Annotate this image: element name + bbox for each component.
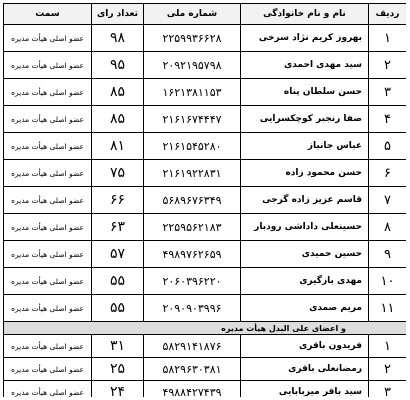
national-id-cell: ۲۰۶۰۳۹۶۲۲۰ <box>144 268 241 295</box>
national-id-cell: ۲۱۶۱۹۲۲۸۳۱ <box>144 160 241 187</box>
position-cell: عضو اصلی هیأت مدیره <box>4 187 92 214</box>
table-row <box>4 160 407 187</box>
position-cell: عضو اصلی هیأت مدیره <box>4 358 92 381</box>
row-number-cell: ۶ <box>369 160 407 187</box>
table-row <box>4 381 407 398</box>
national-id-cell: ۵۸۲۹۱۴۱۸۷۶ <box>144 335 241 358</box>
table-row <box>4 295 407 322</box>
name-cell: حسینعلی داداشی رودبار <box>241 214 369 241</box>
name-cell: حسن سلطان پناه <box>241 79 369 106</box>
table-row <box>4 268 407 295</box>
table-header-row <box>4 4 407 25</box>
name-cell: رمضانعلی باقری <box>241 358 369 381</box>
votes-cell: ۶۶ <box>92 187 144 214</box>
row-number-cell: ۲ <box>369 52 407 79</box>
row-number-cell: ۱۰ <box>369 268 407 295</box>
position-cell: عضو اصلی هیأت مدیره <box>4 214 92 241</box>
table-row <box>4 106 407 133</box>
national-id-cell: ۲۰۹۲۱۹۵۷۹۸ <box>144 52 241 79</box>
row-number-cell: ۳ <box>369 381 407 398</box>
position-cell: عضو اصلی هیأت مدیره <box>4 160 92 187</box>
row-number-cell: ۱ <box>369 335 407 358</box>
header-row-number: ردیف <box>369 4 407 25</box>
row-number-cell: ۳ <box>369 79 407 106</box>
row-number-cell: ۵ <box>369 133 407 160</box>
national-id-cell: ۲۱۶۱۶۷۴۴۴۷ <box>144 106 241 133</box>
row-number-cell: ۹ <box>369 241 407 268</box>
position-cell: عضو اصلی هیأت مدیره <box>4 52 92 79</box>
position-cell: عضو اصلی هیأت مدیره <box>4 268 92 295</box>
name-cell: سید باقر میربابایی <box>241 381 369 398</box>
header-position: سمت <box>4 4 92 25</box>
row-number-cell: ۱ <box>369 25 407 52</box>
table-body <box>4 25 407 398</box>
position-cell: عضو اصلی هیأت مدیره <box>4 241 92 268</box>
table-row <box>4 25 407 52</box>
votes-cell: ۳۱ <box>92 335 144 358</box>
name-cell: حسن محمود زاده <box>241 160 369 187</box>
national-id-cell: ۱۶۲۱۳۸۱۱۵۳ <box>144 79 241 106</box>
table-row <box>4 187 407 214</box>
national-id-cell: ۲۰۹۰۹۰۳۹۹۶ <box>144 295 241 322</box>
votes-cell: ۵۵ <box>92 268 144 295</box>
header-full-name: نام و نام خانوادگی <box>241 4 369 25</box>
table-row <box>4 214 407 241</box>
header-votes: تعداد رای <box>92 4 144 25</box>
row-number-cell: ۸ <box>369 214 407 241</box>
national-id-cell: ۲۲۵۹۹۳۶۶۲۸ <box>144 25 241 52</box>
name-cell: صفا رنجبر کوچکسرایی <box>241 106 369 133</box>
name-cell: مهدی بازگیری <box>241 268 369 295</box>
national-id-cell: ۵۶۸۹۶۷۶۳۴۹ <box>144 187 241 214</box>
row-number-cell: ۱۱ <box>369 295 407 322</box>
votes-cell: ۹۸ <box>92 25 144 52</box>
name-cell: مریم صمدی <box>241 295 369 322</box>
row-number-cell: ۷ <box>369 187 407 214</box>
national-id-cell: ۵۸۲۹۶۳۰۳۸۱ <box>144 358 241 381</box>
section-title: و اعضای علی البدل هیأت مدیره <box>4 322 407 335</box>
row-number-cell: ۲ <box>369 358 407 381</box>
board-members-document <box>3 3 406 397</box>
position-cell: عضو اصلی هیأت مدیره <box>4 106 92 133</box>
name-cell: قاسم عزیز زاده گرجی <box>241 187 369 214</box>
votes-cell: ۷۵ <box>92 160 144 187</box>
votes-cell: ۸۱ <box>92 133 144 160</box>
votes-cell: ۵۵ <box>92 295 144 322</box>
votes-cell: ۸۵ <box>92 106 144 133</box>
votes-cell: ۹۵ <box>92 52 144 79</box>
row-number-cell: ۴ <box>369 106 407 133</box>
table-row <box>4 79 407 106</box>
name-cell: بهروز کریم نژاد سرخی <box>241 25 369 52</box>
name-cell: حسین حمیدی <box>241 241 369 268</box>
national-id-cell: ۲۲۵۹۵۶۲۱۸۳ <box>144 214 241 241</box>
national-id-cell: ۲۱۶۱۵۴۵۲۸۰ <box>144 133 241 160</box>
votes-cell: ۲۵ <box>92 358 144 381</box>
votes-cell: ۵۷ <box>92 241 144 268</box>
header-national-id: شماره ملی <box>144 4 241 25</box>
position-cell: عضو اصلی هیأت مدیره <box>4 335 92 358</box>
table-row <box>4 358 407 381</box>
table-row <box>4 133 407 160</box>
position-cell: عضو اصلی هیأت مدیره <box>4 25 92 52</box>
position-cell: عضو اصلی هیأت مدیره <box>4 295 92 322</box>
votes-cell: ۶۳ <box>92 214 144 241</box>
position-cell: عضو اصلی هیأت مدیره <box>4 79 92 106</box>
table-row <box>4 52 407 79</box>
board-members-table <box>3 3 406 397</box>
name-cell: عباس جانباز <box>241 133 369 160</box>
section-row-alternates <box>4 322 407 335</box>
name-cell: فریدون باقری <box>241 335 369 358</box>
table-row <box>4 335 407 358</box>
national-id-cell: ۴۹۸۹۷۶۲۶۵۹ <box>144 241 241 268</box>
table-row <box>4 241 407 268</box>
votes-cell: ۲۴ <box>92 381 144 398</box>
national-id-cell: ۴۹۸۸۴۲۷۴۳۹ <box>144 381 241 398</box>
position-cell: عضو اصلی هیأت مدیره <box>4 381 92 398</box>
name-cell: سید مهدی احمدی <box>241 52 369 79</box>
votes-cell: ۸۵ <box>92 79 144 106</box>
position-cell: عضو اصلی هیأت مدیره <box>4 133 92 160</box>
